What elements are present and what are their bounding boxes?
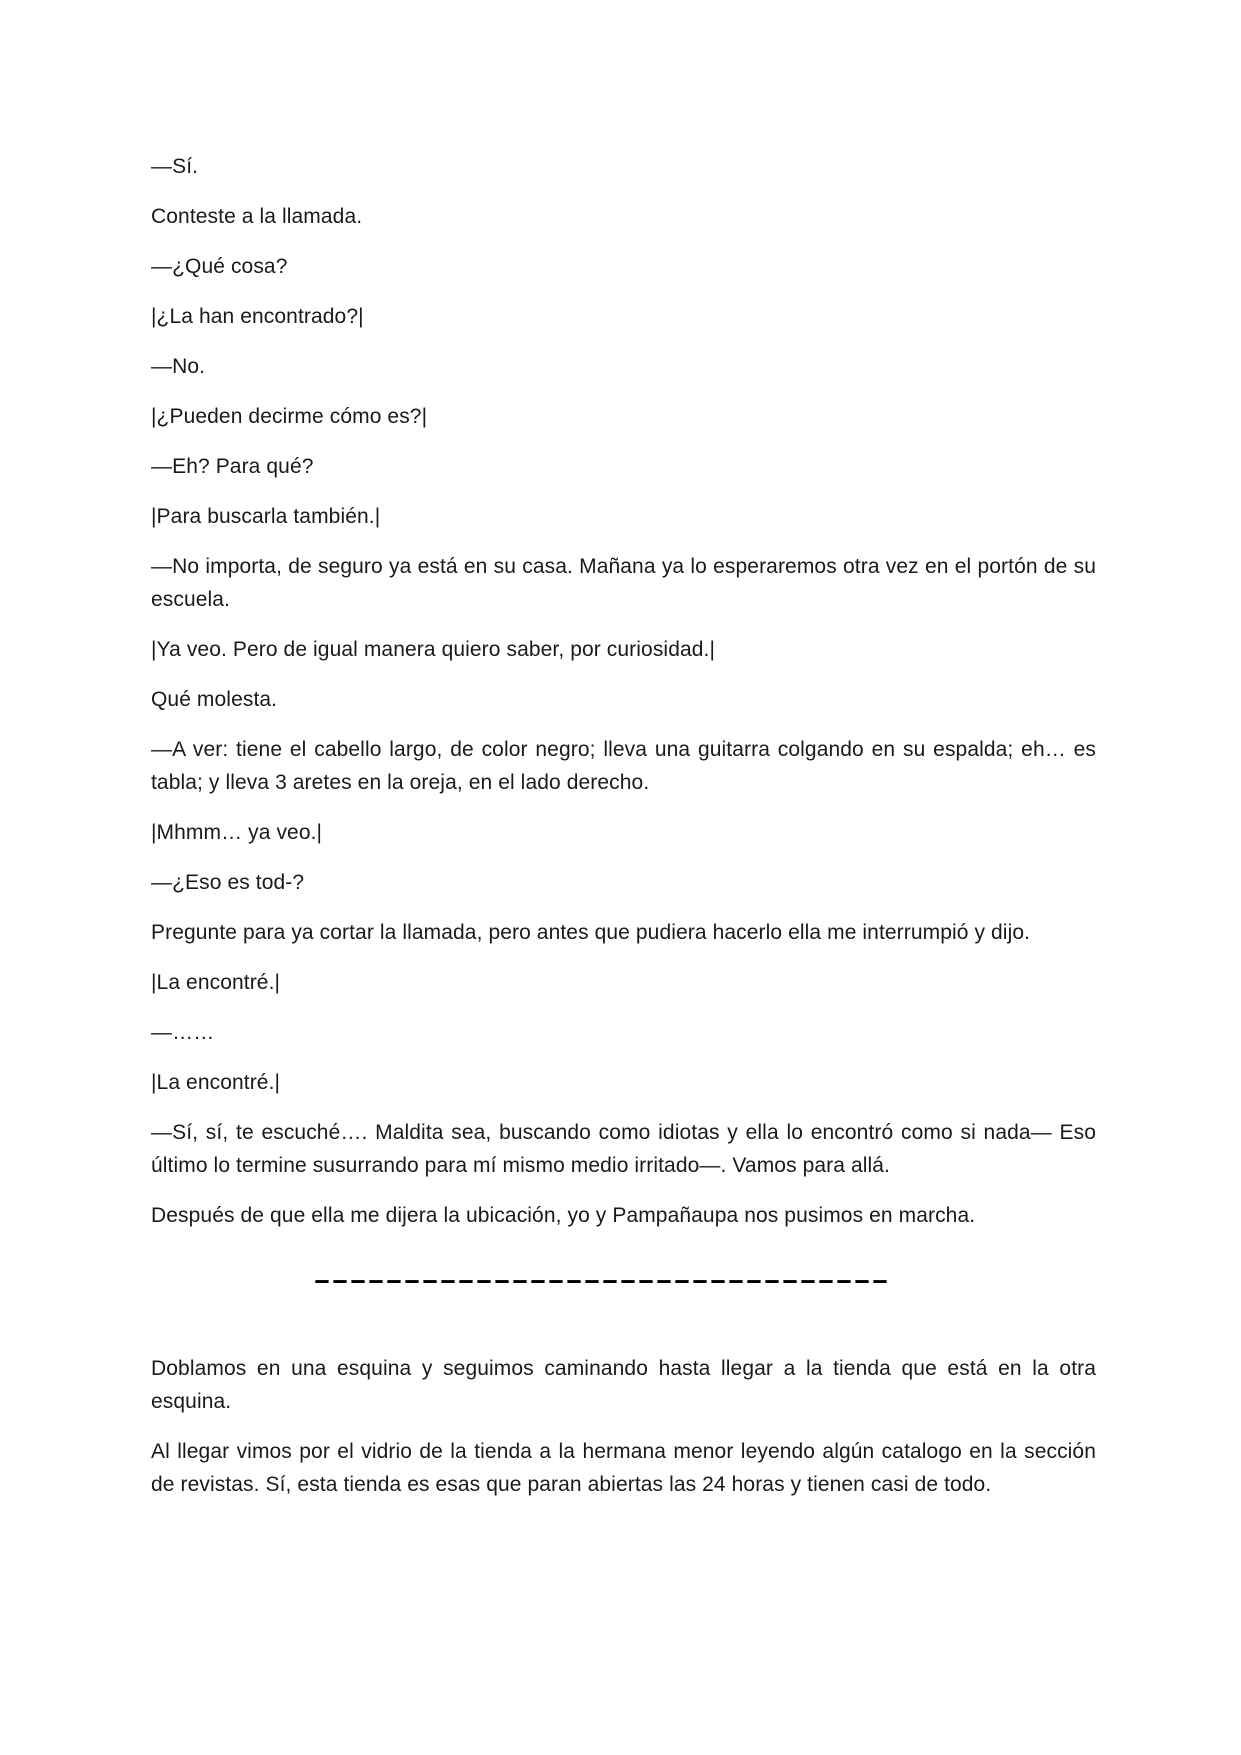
paragraph: —No. [151,355,206,378]
paragraph: Conteste a la llamada. [151,205,363,228]
paragraph: |Ya veo. Pero de igual manera quiero saber, por curiosidad.| [151,638,716,661]
paragraph: —…… [151,1021,215,1044]
paragraph: —¿Eso es tod-? [151,871,305,894]
paragraph: |Mhmm… ya veo.| [151,821,323,844]
paragraph: |La encontré.| [151,1071,281,1094]
document-body [151,150,1096,1518]
paragraph: Después de que ella me dijera la ubicación, yo y Pampañaupa nos pusimos en marcha. [151,1204,976,1227]
paragraph: Pregunte para ya cortar la llamada, pero antes que pudiera hacerlo ella me interrumpió y dijo. [151,921,1031,944]
paragraph: —Sí, sí, te escuché…. Maldita sea, buscando como idiotas y ella lo encontró como si nada— Eso último lo termine susurrando para mí mismo medio irritado—. Vamos para allá. [151,1121,1096,1177]
paragraph: Qué molesta. [151,688,278,711]
paragraph: Al llegar vimos por el vidrio de la tienda a la hermana menor leyendo algún catalogo en la sección de revistas. Sí, esta tienda es esas que paran abiertas las 24 horas y tienen casi de todo. [151,1440,1096,1496]
paragraph: —No importa, de seguro ya está en su casa. Mañana ya lo esperaremos otra vez en el portón de su escuela. [151,555,1096,611]
section-break: –––––––––––––––––––––––––––––––– [312,1270,890,1294]
paragraph: —A ver: tiene el cabello largo, de color negro; lleva una guitarra colgando en su espalda; eh… es tabla; y lleva 3 aretes en la oreja, en el lado derecho. [151,738,1096,794]
paragraph: Doblamos en una esquina y seguimos caminando hasta llegar a la tienda que está en la otra esquina. [151,1357,1096,1413]
paragraph: —Eh? Para qué? [151,455,314,478]
paragraph: |Para buscarla también.| [151,505,381,528]
paragraph: |La encontré.| [151,971,281,994]
paragraph: —¿Qué cosa? [151,255,288,278]
paragraph: |¿La han encontrado?| [151,305,364,328]
paragraph: —Sí. [151,155,199,178]
paragraph: |¿Pueden decirme cómo es?| [151,405,428,428]
